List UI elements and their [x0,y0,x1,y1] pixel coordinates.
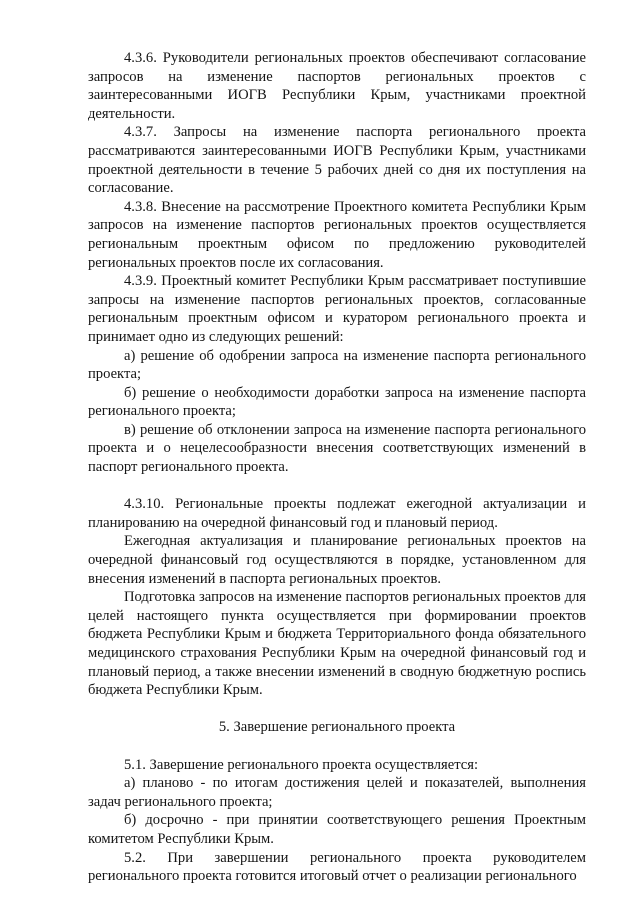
paragraph-4-3-8: 4.3.8. Внесение на рассмотрение Проектного комитета Республики Крым запросов на изменение паспортов региональных проектов осуществляется региональным проектным офисом по предложению руководителей региональных проектов после их согласования. [88,198,586,271]
paragraph-annual-actualization: Ежегодная актуализация и планирование региональных проектов на очередной финансовый год осуществляются в порядке, установленном для внесения изменений в паспорта региональных проектов. [88,533,586,587]
spacer [88,700,586,719]
paragraph-5-1: 5.1. Завершение регионального проекта осуществляется: [124,756,479,773]
section-heading: 5. Завершение регионального проекта [218,719,456,736]
paragraph-request-preparation: Подготовка запросов на изменение паспортов региональных проектов для целей настоящего пункта осуществляется при формировании проектов бюджета Республики Крым и бюджета Территориального фонда обязательного медицинского страхования Республики Крым на очередной финансовый год и плановый период, а также внесении изменений в сводную бюджетную роспись бюджета Республики Крым. [88,589,586,699]
list-item-a: а) планово - по итогам достижения целей и показателей, выполнения задач регионального проекта; [88,775,586,810]
list-item-b: б) решение о необходимости доработки запроса на изменение паспорта регионального проекта; [88,384,586,420]
paragraph-5-2: 5.2. При завершении регионального проекта руководителем регионального проекта готовится итоговый отчет о реализации регионального [88,849,586,885]
paragraph-4-3-6: 4.3.6. Руководители региональных проектов обеспечивают согласование запросов на изменение паспортов региональных проектов с заинтересованными ИОГВ Республики Крым, участниками проектной деятельности. [88,50,586,122]
document-body [88,49,586,886]
list-item-v: в) решение об отклонении запроса на изменение паспорта регионального проекта и о нецелесообразности внесения соответствующих изменений в паспорт регионального проекта. [88,421,586,476]
paragraph-4-3-10: 4.3.10. Региональные проекты подлежат ежегодной актуализации и планированию на очередной финансовый год и плановый период. [88,496,586,531]
list-item-a: а) решение об одобрении запроса на изменение паспорта регионального проекта; [88,347,586,383]
paragraph-4-3-9: 4.3.9. Проектный комитет Республики Крым рассматривает поступившие запросы на изменение паспортов региональных проектов, согласованные региональным проектным офисом и куратором регионального проекта и принимает одно из следующих решений: [88,273,586,345]
spacer [88,477,586,496]
list-item-b: б) досрочно - при принятии соответствующего решения Проектным комитетом Республики Крым. [88,812,586,847]
paragraph-4-3-7: 4.3.7. Запросы на изменение паспорта регионального проекта рассматриваются заинтересованными ИОГВ Республики Крым, участниками проектной деятельности в течение 5 рабочих дней со дня их поступления на согласование. [88,124,586,197]
spacer [88,737,586,756]
